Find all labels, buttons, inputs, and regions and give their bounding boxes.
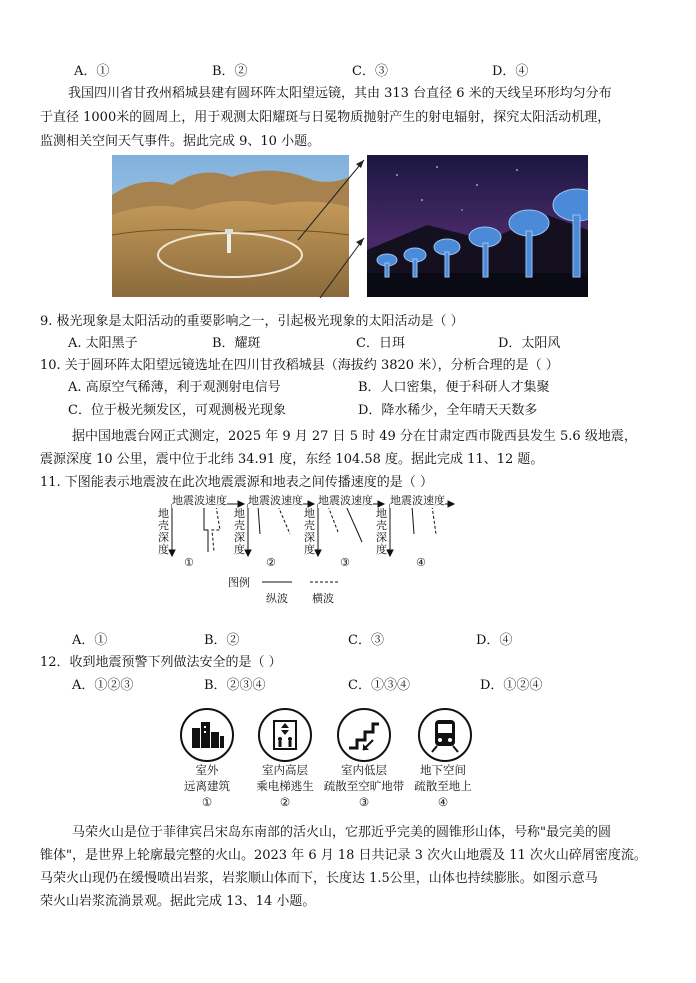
city-buildings-icon: [180, 708, 234, 762]
q12-option-c: C．①③④: [348, 678, 410, 693]
passage3-line3: 马荣火山现仍在缓慢喷出岩浆，岩浆顺山体而下，长度达 1.5公里，山体也持续膨胀。如图示意马: [40, 871, 598, 886]
stairs-icon: [337, 708, 391, 762]
seismic-wave-figure: [150, 494, 460, 609]
q9-option-a: A. 太阳黑子: [68, 336, 138, 351]
q9-stem: 9. 极光现象是太阳活动的重要影响之一，引起极光现象的太阳活动是（ ）: [40, 314, 464, 329]
passage1-line2: 于直径 1000米的圆周上，用于观测太阳耀斑与日冕物质抛射产生的射电辐射，探究太阳活动机理，: [40, 110, 611, 125]
axis-x-label-4: 地震波速度: [390, 494, 445, 507]
legend-p-wave: 纵波: [266, 592, 288, 605]
q12-option-d: D．①②④: [480, 678, 543, 693]
q9-option-c: C．日珥: [356, 336, 405, 351]
icon-caption-1-num: ①: [201, 795, 213, 809]
q11-stem: 11. 下图能表示地震波在此次地震震源和地表之间传播速度的是（ ）: [40, 475, 433, 490]
axis-x-label-3: 地震波速度: [318, 494, 373, 507]
panel-label-2: ②: [266, 556, 276, 569]
icon-caption-2-line1: 室内高层: [262, 763, 308, 777]
passage3-line2: 锥体"，是世界上轮廓最完整的火山。2023 年 6 月 18 日共记录 3 次火山地震及 11 次火山碎屑密度流。: [40, 848, 647, 863]
q9-option-b: B．耀斑: [212, 336, 261, 351]
passage1-line3: 监测相关空间天气事件。据此完成 9、10 小题。: [40, 134, 321, 149]
passage3-line1: 马荣火山是位于菲律宾吕宋岛东南部的活火山，它那近乎完美的圆锥形山体，号称"最完美的圆: [72, 825, 611, 840]
panel-label-1: ①: [184, 556, 194, 569]
axis-x-label-2: 地震波速度: [248, 494, 303, 507]
panel-label-3: ③: [340, 556, 350, 569]
icon-caption-4-num: ④: [437, 795, 449, 809]
axis-y-label-3: 地壳深度: [304, 507, 315, 556]
link-arrows: [290, 150, 380, 310]
icon-caption-3-line2: 疏散至空旷地带: [323, 779, 405, 793]
icon-caption-2-num: ②: [279, 795, 291, 809]
q8-option-b: B．②: [212, 64, 248, 79]
elevator-icon: [258, 708, 312, 762]
q11-option-c: C．③: [348, 633, 384, 648]
panel-label-4: ④: [416, 556, 426, 569]
q9-option-d: D．太阳风: [498, 336, 561, 351]
icon-caption-1-line2: 远离建筑: [184, 779, 230, 793]
q12-option-a: A．①②③: [72, 678, 134, 693]
q10-stem: 10. 关于圆环阵太阳望远镜选址在四川甘孜稻城县（海拔约 3820 米），分析合理的是（ ）: [40, 358, 559, 373]
telescope-antennas-night-photo: [367, 155, 588, 297]
icon-caption-1-line1: 室外: [195, 763, 219, 777]
icon-caption-3-num: ③: [358, 795, 370, 809]
q10-option-a: A. 高原空气稀薄，利于观测射电信号: [68, 380, 281, 395]
passage1-line1: 我国四川省甘孜州稻城县建有圆环阵太阳望远镜，其由 313 台直径 6 米的天线呈环形均匀分布: [68, 86, 612, 101]
q11-option-d: D．④: [476, 633, 513, 648]
icon-caption-3-line1: 室内低层: [341, 763, 387, 777]
axis-y-label-1: 地壳深度: [158, 507, 169, 556]
q8-option-d: D．④: [492, 64, 529, 79]
passage2-line2: 震源深度 10 公里，震中位于北纬 34.91 度，东经 104.58 度。据此完成 11、12 题。: [40, 452, 544, 467]
icon-caption-2-line2: 乘电梯逃生: [256, 779, 314, 793]
passage2-line1: 据中国地震台网正式测定，2025 年 9 月 27 日 5 时 49 分在甘肃定西市陇西县发生 5.6 级地震，: [72, 429, 637, 444]
q10-option-c: C．位于极光频发区，可观测极光现象: [68, 403, 286, 418]
q12-option-b: B．②③④: [204, 678, 266, 693]
q11-option-b: B．②: [204, 633, 240, 648]
q8-option-c: C．③: [352, 64, 388, 79]
subway-train-icon: [418, 708, 472, 762]
q11-option-a: A．①: [72, 633, 108, 648]
axis-x-label-1: 地震波速度: [172, 494, 227, 507]
passage3-line4: 荣火山岩浆流淌景观。据此完成 13、14 小题。: [40, 894, 316, 909]
q10-option-d: D．降水稀少，全年晴天天数多: [358, 403, 538, 418]
axis-y-label-2: 地壳深度: [234, 507, 245, 556]
icon-caption-4-line1: 地下空间: [420, 763, 466, 777]
axis-y-label-4: 地壳深度: [376, 507, 387, 556]
legend-title: 图例: [228, 576, 250, 589]
q8-option-a: A．①: [74, 64, 110, 79]
legend-s-wave: 横波: [312, 592, 334, 605]
icon-caption-4-line2: 疏散至地上: [414, 779, 472, 793]
q10-option-b: B．人口密集，便于科研人才集聚: [358, 380, 550, 395]
q12-stem: 12．收到地震预警下列做法安全的是（ ）: [40, 655, 282, 670]
